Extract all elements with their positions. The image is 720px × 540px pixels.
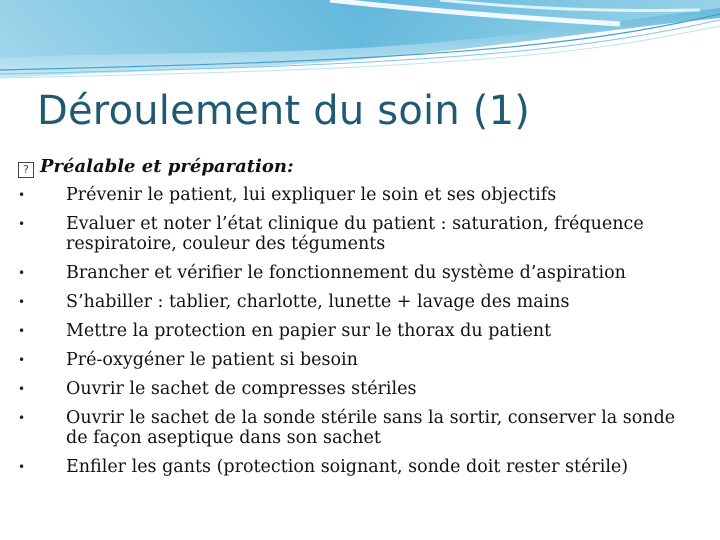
bullet-icon: • xyxy=(18,188,26,202)
list-item xyxy=(18,263,698,283)
list-item-text: Pré-oxygéner le patient si besoin xyxy=(66,350,358,370)
bullet-icon: • xyxy=(18,411,26,425)
list-item xyxy=(18,350,698,370)
list-item-text: Mettre la protection en papier sur le thorax du patient xyxy=(66,321,552,341)
section-heading xyxy=(18,157,698,185)
bullet-icon: • xyxy=(18,324,26,338)
slide-content xyxy=(18,157,698,486)
bullet-icon: • xyxy=(18,266,26,280)
bullet-icon: • xyxy=(18,217,26,231)
list-item xyxy=(18,379,698,399)
list-item-text: Prévenir le patient, lui expliquer le soin et ses objectifs xyxy=(66,185,557,205)
list-item xyxy=(18,292,698,312)
list-item xyxy=(18,214,698,254)
slide-title: Déroulement du soin (1) xyxy=(37,88,531,134)
heading-marker-icon: ? xyxy=(18,162,34,178)
bullet-icon: • xyxy=(18,460,26,474)
list-item-text: Ouvrir le sachet de la sonde stérile sans la sortir, conserver la sonde de façon aseptique dans son sachet xyxy=(66,408,676,448)
section-heading-text: Préalable et préparation: xyxy=(40,156,294,177)
bullet-icon: • xyxy=(18,295,26,309)
bullet-icon: • xyxy=(18,353,26,367)
decorative-wave-banner xyxy=(0,0,720,90)
list-item xyxy=(18,408,698,448)
list-item-text: Enfiler les gants (protection soignant, sonde doit rester stérile) xyxy=(66,457,629,477)
list-item xyxy=(18,321,698,341)
list-item xyxy=(18,185,698,205)
list-item-text: Ouvrir le sachet de compresses stériles xyxy=(66,379,417,399)
list-item-text: Brancher et vérifier le fonctionnement du système d’aspiration xyxy=(66,263,626,283)
list-item-text: S’habiller : tablier, charlotte, lunette + lavage des mains xyxy=(66,292,570,312)
bullet-list xyxy=(18,185,698,477)
list-item-text: Evaluer et noter l’état clinique du patient : saturation, fréquence respiratoire, couleur des téguments xyxy=(66,214,644,254)
list-item xyxy=(18,457,698,477)
bullet-icon: • xyxy=(18,382,26,396)
